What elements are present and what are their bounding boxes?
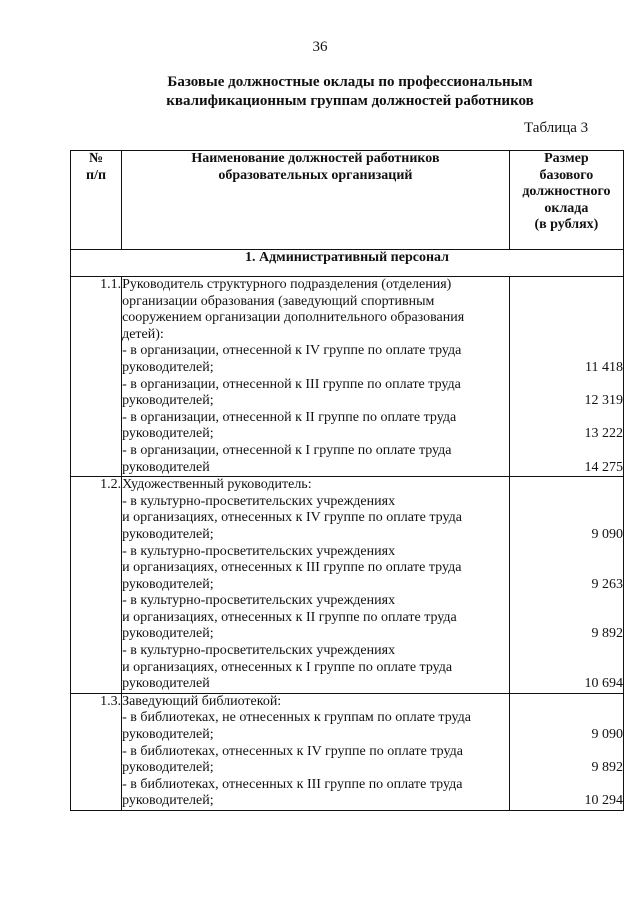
description-line: - в культурно-просветительских учреждениях (122, 643, 396, 659)
description-line: и организациях, отнесенных к IV группе по оплате труда (122, 510, 462, 526)
salary-amount (510, 310, 623, 327)
header-number-line: № (89, 151, 104, 166)
description-line: - в организации, отнесенной к I группе по оплате труда (122, 442, 452, 458)
salary-amount: 10 294 (584, 793, 623, 809)
description-line: руководителей; (122, 793, 214, 809)
header-number (71, 151, 122, 250)
section-title: 1. Административный персонал (71, 250, 624, 277)
description-line: Художественный руководитель: (122, 477, 312, 493)
salary-amount (510, 744, 623, 761)
description-line: руководителей; (122, 727, 214, 743)
salary-amount (510, 560, 623, 577)
table-row (71, 277, 624, 477)
description-line: - в культурно-просветительских учреждениях (122, 493, 396, 509)
salary-amount (510, 343, 623, 360)
header-salary-amount (509, 151, 623, 250)
page-number: 36 (312, 39, 328, 55)
position-description (122, 477, 510, 694)
description-line: и организациях, отнесенных к II группе по оплате труда (122, 609, 457, 625)
row-number: 1.3. (71, 693, 122, 810)
salary-amount: 9 090 (591, 727, 623, 743)
salary-amount (510, 610, 623, 627)
section-row (71, 250, 624, 277)
header-name-line: Наименование должностей работников (191, 151, 440, 166)
salary-amount: 9 892 (591, 626, 623, 642)
description-line: - в библиотеках, не отнесенных к группам по оплате труда (122, 710, 471, 726)
description-line: и организациях, отнесенных к I группе по оплате труда (122, 659, 453, 675)
description-line: Руководитель структурного подразделения (отделения) (122, 277, 452, 292)
salary-amount (510, 544, 623, 561)
salary-amount (510, 694, 623, 711)
salary-amount: 11 418 (585, 359, 623, 375)
salary-amount (510, 777, 623, 794)
description-line: руководителей; (122, 576, 214, 592)
salary-amount (510, 327, 623, 344)
salary-amount (510, 410, 623, 427)
salary-table (70, 150, 624, 811)
table-row (71, 693, 624, 810)
salary-amount-cell (509, 277, 623, 477)
salary-amount (510, 477, 623, 494)
description-line: руководителей; (122, 359, 214, 375)
description-line: сооружением организации дополнительного образования (122, 310, 465, 326)
header-amount-line: базового (539, 167, 594, 183)
description-line: детей): (122, 326, 164, 342)
salary-amount (510, 710, 623, 727)
salary-amount (510, 494, 623, 511)
salary-amount (510, 294, 623, 311)
salary-amount (510, 510, 623, 527)
description-line: - в организации, отнесенной к IV группе по оплате труда (122, 343, 462, 359)
table-label: Таблица 3 (524, 120, 589, 136)
header-amount-line: Размер (544, 151, 589, 166)
description-line: - в организации, отнесенной к III группе по оплате труда (122, 376, 461, 392)
salary-amount: 12 319 (584, 393, 623, 409)
salary-amount-cell (509, 477, 623, 694)
position-description (122, 693, 510, 810)
description-line: руководителей; (122, 760, 214, 776)
header-amount-line: оклада (544, 200, 589, 216)
title-line-1: Базовые должностные оклады по профессиональным (167, 74, 533, 90)
description-line: руководителей; (122, 526, 214, 542)
salary-amount (510, 660, 623, 677)
document-title (60, 73, 640, 111)
table-header-row (71, 151, 624, 250)
header-name-line: образовательных организаций (218, 167, 413, 183)
description-line: и организациях, отнесенных к III группе по оплате труда (122, 560, 462, 576)
salary-amount: 14 275 (584, 459, 623, 475)
header-position-name (122, 151, 510, 250)
salary-amount (510, 643, 623, 660)
row-number: 1.1. (71, 277, 122, 477)
salary-amount (510, 443, 623, 460)
description-line: - в культурно-просветительских учреждениях (122, 593, 396, 609)
description-line: руководителей; (122, 426, 214, 442)
salary-amount (510, 277, 623, 294)
description-line: организации образования (заведующий спортивным (122, 293, 435, 309)
description-line: руководителей (122, 459, 210, 475)
header-amount-line: (в рублях) (534, 217, 599, 233)
table-row (71, 477, 624, 694)
header-number-line: п/п (86, 167, 107, 183)
title-line-2: квалификационным группам должностей работников (166, 93, 534, 109)
description-line: - в библиотеках, отнесенных к IV группе по оплате труда (122, 743, 463, 759)
description-line: - в культурно-просветительских учреждениях (122, 543, 396, 559)
description-line: руководителей; (122, 626, 214, 642)
position-description (122, 277, 510, 477)
salary-amount: 9 090 (591, 526, 623, 542)
row-number: 1.2. (71, 477, 122, 694)
salary-amount: 10 694 (584, 676, 623, 692)
salary-amount-cell (509, 693, 623, 810)
description-line: - в организации, отнесенной к II группе по оплате труда (122, 409, 457, 425)
header-amount-line: должностного (522, 184, 611, 200)
description-line: Заведующий библиотекой: (122, 693, 282, 709)
salary-amount (510, 377, 623, 394)
description-line: - в библиотеках, отнесенных к III группе по оплате труда (122, 776, 463, 792)
description-line: руководителей (122, 676, 210, 692)
salary-amount: 9 892 (591, 760, 623, 776)
description-line: руководителей; (122, 393, 214, 409)
salary-amount: 9 263 (591, 576, 623, 592)
salary-amount: 13 222 (584, 426, 623, 442)
salary-amount (510, 593, 623, 610)
